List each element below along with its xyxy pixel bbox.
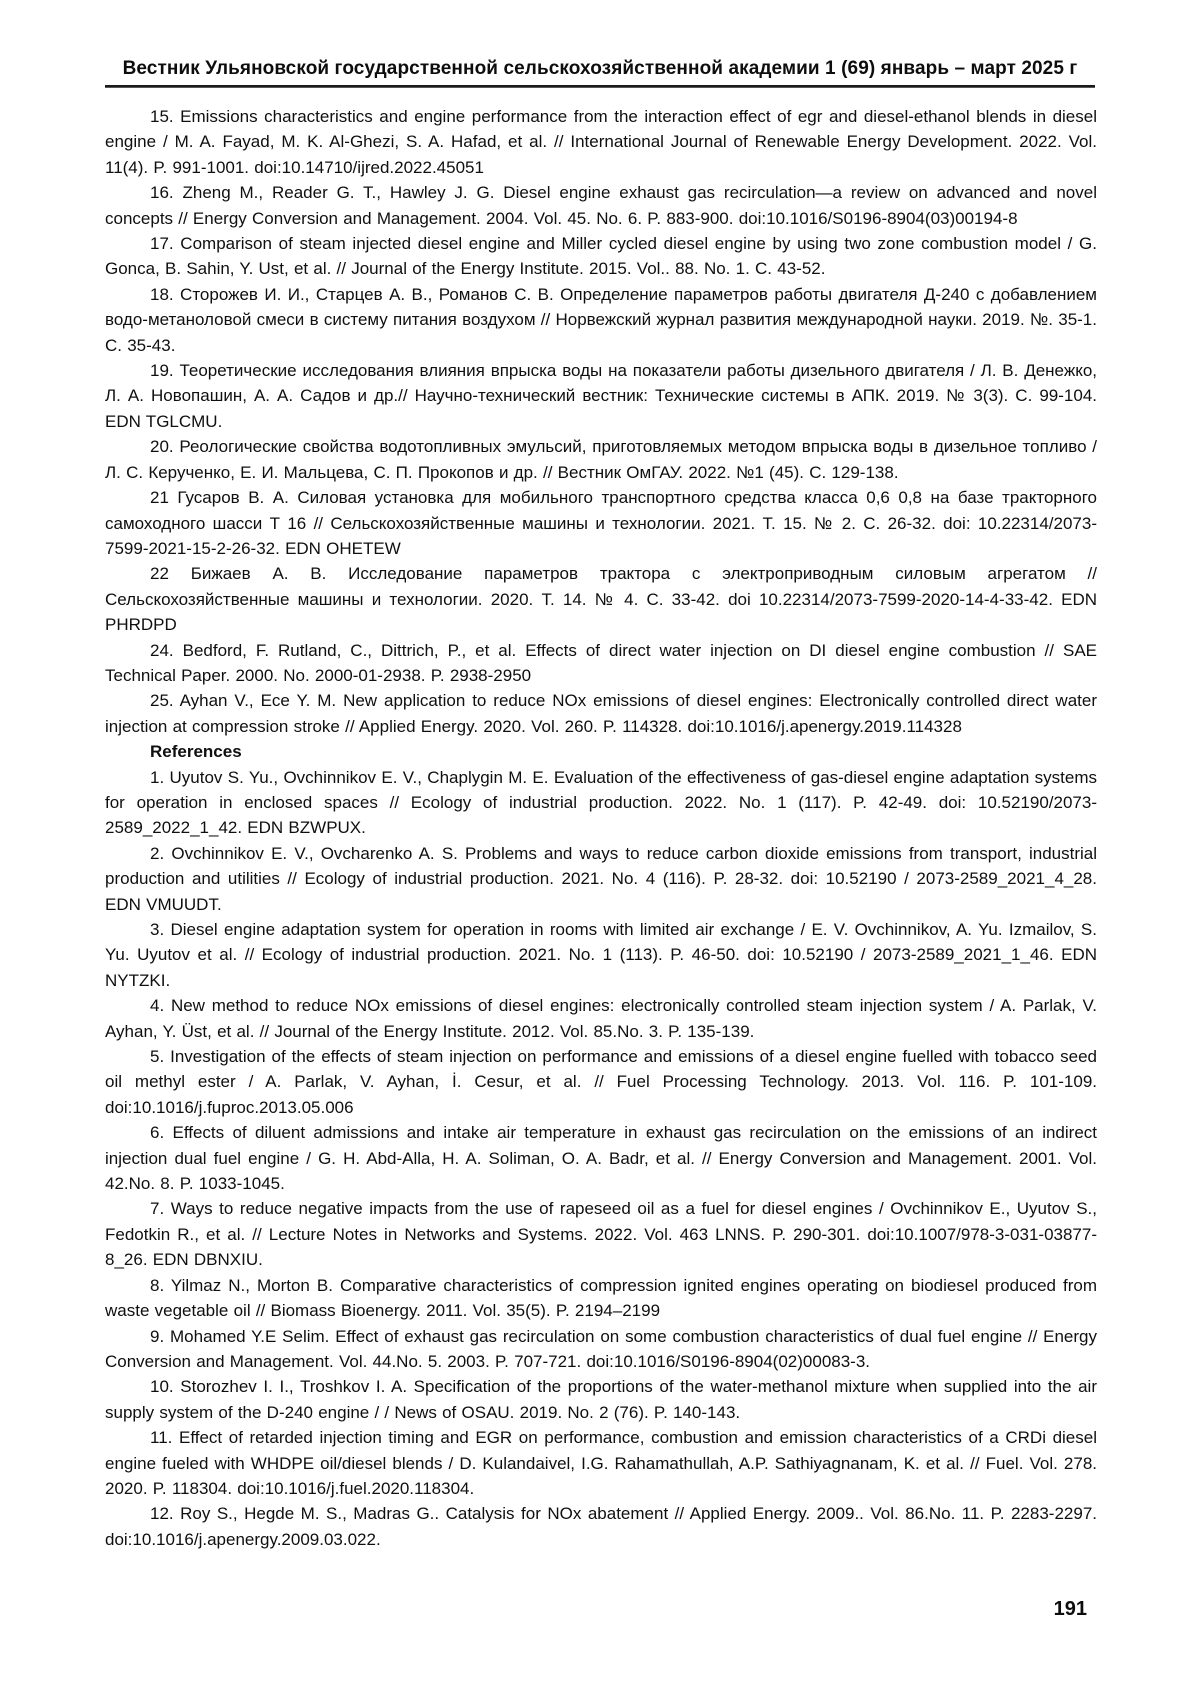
- reference-item-en-5: 5. Investigation of the effects of steam injection on performance and emissions of a diesel engine fuelled with tobacco seed oil methyl ester / A. Parlak, V. Ayhan, İ. Cesur, et al. // Fuel Processing Technology. 2013. Vol. 116. P. 101-109. doi:10.1016/j.fuproc.2013.05.006: [105, 1047, 1097, 1117]
- bibliography-section: [105, 104, 1097, 1552]
- references-section-heading: References: [150, 742, 242, 762]
- reference-item-en-6: 6. Effects of diluent admissions and intake air temperature in exhaust gas recirculation on the emissions of an indirect injection dual fuel engine / G. H. Abd-Alla, H. A. Soliman, O. A. Badr, et al. // Energy Conversion and Management. 2001. Vol. 42.No. 8. P. 1033-1045.: [105, 1123, 1097, 1194]
- reference-item-en-7: 7. Ways to reduce negative impacts from the use of rapeseed oil as a fuel for diesel engines / Ovchinnikov E., Uyutov S., Fedotkin R., et al. // Lecture Notes in Networks and Systems. 2022. Vol. 463 LNNS. P. 290-301. doi:10.1007/978-3-031-03877-8_26. EDN DBNXIU.: [105, 1199, 1097, 1270]
- reference-item-en-2: 2. Ovchinnikov E. V., Ovcharenko A. S. Problems and ways to reduce carbon dioxide emissions from transport, industrial production and utilities // Ecology of industrial production. 2021. No. 4 (116). P. 28-32. doi: 10.52190 / 2073-2589_2021_4_28. EDN VMUUDT.: [105, 843, 1097, 914]
- reference-item-19: 19. Теоретические исследования влияния впрыска воды на показатели работы дизельного двигателя / Л. В. Денежко, Л. А. Новопашин, А. А. Садов и др.// Научно-технический вестник: Технические системы в АПК. 2019. № 3(3). С. 99-104. EDN TGLCMU.: [105, 361, 1097, 431]
- reference-item-18: 18. Сторожев И. И., Старцев А. В., Романов С. В. Определение параметров работы двигателя Д-240 с добавлением водо-метаноловой смеси в систему питания воздухом // Норвежский журнал развития международной науки. 2019. №. 35-1. С. 35-43.: [105, 284, 1097, 355]
- header-divider-rule: [105, 85, 1095, 88]
- journal-title-header: Вестник Ульяновской государственной сельскохозяйственной академии 1 (69) январь – март 2025 г: [122, 58, 1078, 79]
- reference-item-16: 16. Zheng M., Reader G. T., Hawley J. G. Diesel engine exhaust gas recirculation—a review on advanced and novel concepts // Energy Conversion and Management. 2004. Vol. 45. No. 6. P. 883-900. doi:10.1016/S0196-8904(03)00194-8: [105, 183, 1097, 228]
- reference-item-17: 17. Comparison of steam injected diesel engine and Miller cycled diesel engine by using two zone combustion model / G. Gonca, B. Sahin, Y. Ust, et al. // Journal of the Energy Institute. 2015. Vol.. 88. No. 1. C. 43-52.: [105, 234, 1097, 279]
- reference-item-en-11: 11. Effect of retarded injection timing and EGR on performance, combustion and emission characteristics of a CRDi diesel engine fueled with WHDPE oil/diesel blends / D. Kulandaivel, I.G. Rahamathullah, A.P. Sathiyagnanam, K. et al. // Fuel. Vol. 278. 2020. P. 118304. doi:10.1016/j.fuel.2020.118304.: [105, 1428, 1097, 1498]
- reference-item-en-1: 1. Uyutov S. Yu., Ovchinnikov E. V., Chaplygin M. E. Evaluation of the effectiveness of gas-diesel engine adaptation systems for operation in enclosed spaces // Ecology of industrial production. 2022. No. 1 (117). P. 42-49. doi: 10.52190/2073-2589_2022_1_42. EDN BZWPUX.: [105, 767, 1097, 838]
- reference-item-en-3: 3. Diesel engine adaptation system for operation in rooms with limited air exchange / E. V. Ovchinnikov, A. Yu. Izmailov, S. Yu. Uyutov et al. // Ecology of industrial production. 2021. No. 1 (113). P. 46-50. doi: 10.52190 / 2073-2589_2021_1_46. EDN NYTZKI.: [105, 920, 1097, 990]
- reference-item-21: 21 Гусаров В. А. Силовая установка для мобильного транспортного средства класса 0,6 0,8 на базе тракторного самоходного шасси Т 16 // Сельскохозяйственные машины и технологии. 2021. Т. 15. № 2. С. 26-32. doi: 10.22314/2073-7599-2021-15-2-26-32. EDN OHETEW: [105, 488, 1097, 558]
- reference-item-20: 20. Реологические свойства водотопливных эмульсий, приготовляемых методом впрыска воды в дизельное топливо / Л. С. Керученко, Е. И. Мальцева, С. П. Прокопов и др. // Вестник ОмГАУ. 2022. №1 (45). С. 129-138.: [105, 437, 1097, 482]
- page-header: [105, 58, 1095, 88]
- reference-item-25: 25. Ayhan V., Ece Y. M. New application to reduce NOx emissions of diesel engines: Electronically controlled direct water injection at compression stroke // Applied Energy. 2020. Vol. 260. P. 114328. doi:10.1016/j.apenergy.2019.114328: [105, 691, 1097, 736]
- reference-item-en-4: 4. New method to reduce NOx emissions of diesel engines: electronically controlled steam injection system / A. Parlak, V. Ayhan, Y. Üst, et al. // Journal of the Energy Institute. 2012. Vol. 85.No. 3. P. 135-139.: [105, 996, 1097, 1041]
- page-number: 191: [1053, 1598, 1087, 1620]
- reference-item-15: 15. Emissions characteristics and engine performance from the interaction effect of egr and diesel-ethanol blends in diesel engine / M. A. Fayad, M. K. Al-Ghezi, S. A. Hafad, et al. // International Journal of Renewable Energy Development. 2022. Vol. 11(4). P. 991-1001. doi:10.14710/ijred.2022.45051: [105, 107, 1097, 177]
- reference-item-en-10: 10. Storozhev I. I., Troshkov I. A. Specification of the proportions of the water-methanol mixture when supplied into the air supply system of the D-240 engine / / News of OSAU. 2019. No. 2 (76). P. 140-143.: [105, 1377, 1097, 1422]
- reference-item-24: 24. Bedford, F. Rutland, C., Dittrich, P., et al. Effects of direct water injection on DI diesel engine combustion // SAE Technical Paper. 2000. No. 2000-01-2938. P. 2938-2950: [105, 640, 1097, 685]
- reference-item-en-8: 8. Yilmaz N., Morton B. Comparative characteristics of compression ignited engines operating on biodiesel produced from waste vegetable oil // Biomass Bioenergy. 2011. Vol. 35(5). P. 2194–2199: [105, 1275, 1097, 1321]
- reference-item-22: 22 Бижаев А. В. Исследование параметров трактора с электроприводным силовым агрегатом // Сельскохозяйственные машины и технологии. 2020. Т. 14. № 4. С. 33-42. doi 10.22314/2073-7599-2020-14-4-33-42. EDN PHRDPD: [105, 564, 1097, 635]
- reference-item-en-12: 12. Roy S., Hegde M. S., Madras G.. Catalysis for NOx abatement // Applied Energy. 2009.. Vol. 86.No. 11. P. 2283-2297. doi:10.1016/j.apenergy.2009.03.022.: [105, 1504, 1097, 1549]
- reference-item-en-9: 9. Mohamed Y.E Selim. Effect of exhaust gas recirculation on some combustion characteristics of dual fuel engine // Energy Conversion and Management. Vol. 44.No. 5. 2003. P. 707-721. doi:10.1016/S0196-8904(02)00083-3.: [105, 1326, 1097, 1371]
